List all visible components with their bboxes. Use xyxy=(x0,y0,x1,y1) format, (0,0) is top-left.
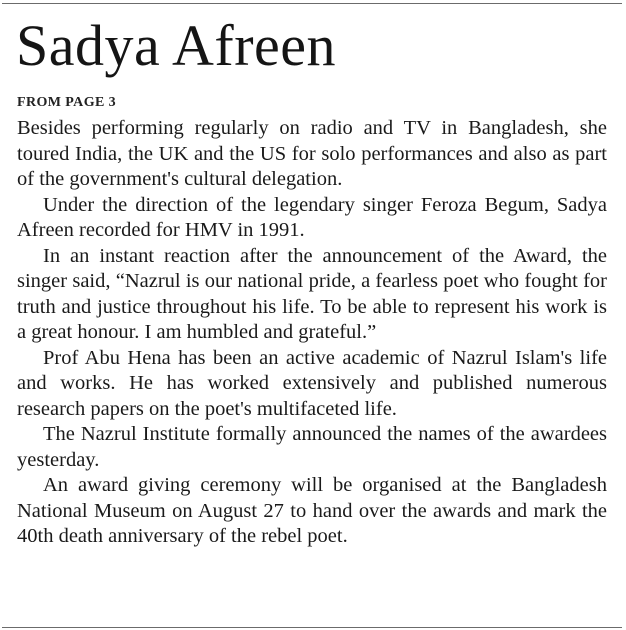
article-paragraph: Prof Abu Hena has been an active academic of Nazrul Islam's life and works. He has worked extensively and published numerous research papers on the poet's multifaceted life. xyxy=(17,346,607,420)
bottom-rule xyxy=(2,627,622,628)
headline: Sadya Afreen xyxy=(16,13,337,78)
article-paragraph: An award giving ceremony will be organised at the Bangladesh National Museum on August 27 to hand over the awards and mark the 40th death anniversary of the rebel poet. xyxy=(17,474,607,547)
article-paragraph: The Nazrul Institute formally announced the names of the awardees yesterday. xyxy=(17,423,607,471)
top-rule xyxy=(2,3,622,4)
continuation-label: FROM PAGE 3 xyxy=(17,95,117,110)
article-paragraph: Besides performing regularly on radio and TV in Bangladesh, she toured India, the UK and the US for solo performances and also as part of the government's cultural delegation. xyxy=(17,117,607,190)
article-body xyxy=(17,116,607,550)
article-paragraph: Under the direction of the legendary singer Feroza Begum, Sadya Afreen recorded for HMV in 1991. xyxy=(17,193,607,241)
article-paragraph: In an instant reaction after the announcement of the Award, the singer said, “Nazrul is our national pride, a fearless poet who fought for truth and justice throughout his life. To be able to represent his work is a great honour. I am humbled and grateful.” xyxy=(17,244,607,343)
